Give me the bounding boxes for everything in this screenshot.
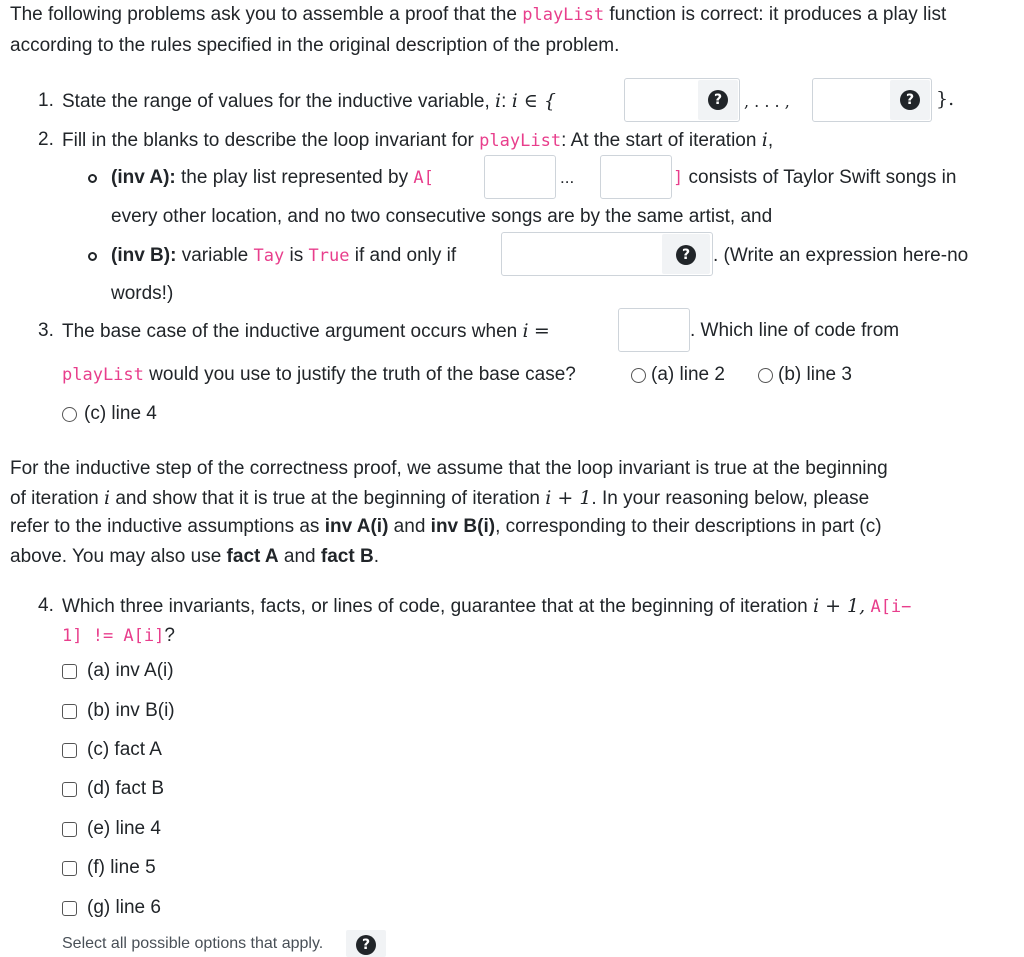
step-line-2 (10, 487, 869, 510)
q4-option-c-checkbox[interactable] (62, 743, 77, 758)
q3-option-c-radio[interactable] (62, 407, 77, 422)
q1-set-close: }. (936, 88, 955, 110)
q2-text (62, 129, 773, 152)
q1-text (62, 90, 556, 113)
q2-prompt-2: : At the start of iteration (561, 130, 762, 151)
step-l3-a: refer to the inductive assumptions as (10, 516, 325, 537)
q3-text (62, 320, 550, 343)
step-l4-d: . (373, 546, 379, 567)
step-l3-d: , corresponding to their descriptions in part (c) (495, 516, 882, 537)
step-l4-a: above. You may also use (10, 546, 227, 567)
q3-var: i (522, 320, 529, 342)
q1-prompt: State the range of values for the inductive variable, (62, 91, 496, 112)
inv-b-label: (inv B): (111, 245, 177, 266)
q4-option-e-checkbox[interactable] (62, 822, 77, 837)
step-l3-inv-a: inv A(i) (324, 516, 389, 537)
q2-comma: , (767, 130, 774, 151)
step-line-1: For the inductive step of the correctness proof, we assume that the loop invariant is true at the beginning (10, 458, 888, 479)
q4-qmark: ? (164, 625, 175, 646)
q3-option-a-label[interactable]: (a) line 2 (651, 364, 725, 385)
intro-text-1: The following problems ask you to assemble a proof that the (10, 4, 523, 25)
inv-a-end-input[interactable] (600, 155, 672, 199)
step-line-4 (10, 546, 379, 568)
step-l2-b: and show that it is true at the beginning of iteration (110, 488, 546, 509)
inv-b-code-tay: Tay (253, 246, 285, 266)
inv-b-text-3: if and only if (349, 245, 457, 266)
q4-option-g-checkbox[interactable] (62, 901, 77, 916)
q1-colon: : (501, 91, 507, 112)
q4-option-c-label[interactable]: (c) fact A (87, 739, 162, 760)
q3-option-b-radio[interactable] (758, 368, 773, 383)
inv-a-text-2: consists of Taylor Swift songs in (683, 167, 957, 188)
q4-option-a-checkbox[interactable] (62, 664, 77, 679)
inv-a-label: (inv A): (111, 167, 176, 188)
step-l2-a: of iteration (10, 488, 104, 509)
inv-b-text-2: is (284, 245, 309, 266)
q1-var: i (495, 90, 502, 112)
q3-option-c-label[interactable]: (c) line 4 (84, 403, 157, 424)
q4-option-a-label[interactable]: (a) inv A(i) (87, 660, 174, 681)
q4-text (62, 595, 911, 618)
q3-equals: = (533, 320, 550, 342)
q4-option-f-checkbox[interactable] (62, 861, 77, 876)
step-l2-math: i + 1 (545, 487, 592, 509)
inv-b-text: variable (176, 245, 254, 266)
inv-a-code-open: A[ (413, 168, 434, 188)
q4-hint: Select all possible options that apply. (62, 935, 324, 952)
q4-code-2: 1] != A[i] (62, 626, 165, 646)
inv-a-dots: ... (560, 168, 575, 187)
inv-a-bullet (88, 174, 97, 183)
step-l3-inv-b: inv B(i) (430, 516, 496, 537)
q2-number: 2. (38, 129, 54, 150)
step-l2-c: . In your reasoning below, please (591, 488, 870, 509)
q4-text-2 (62, 625, 175, 647)
inv-b-code-true: True (308, 246, 350, 266)
q4-code-1: A[i− (870, 597, 912, 617)
inv-b-bullet (88, 252, 97, 261)
q4-math: i + 1, (812, 595, 866, 617)
inv-a-line1 (111, 167, 434, 189)
intro-text-2: function is correct: it produces a play list according to the rules specified in the original description of the problem. (10, 4, 947, 56)
intro-code: playList (522, 5, 605, 25)
q4-number: 4. (38, 595, 54, 616)
q3-code: playList (62, 365, 144, 385)
q1-start-help-icon[interactable]: ? (708, 90, 728, 110)
q3-option-a-radio[interactable] (631, 368, 646, 383)
step-l3-c: and (388, 516, 431, 537)
q4-option-d-label[interactable]: (d) fact B (87, 778, 165, 799)
step-l4-c: and (278, 546, 321, 567)
step-l4-fact-a: fact A (226, 546, 279, 567)
q3-option-b-label[interactable]: (b) line 3 (778, 364, 852, 385)
q2-code: playList (479, 131, 562, 151)
inv-a-text: the play list represented by (175, 167, 414, 188)
q2-var: i (761, 129, 768, 151)
q3-prompt-3: would you use to justify the truth of the base case? (143, 364, 576, 385)
q4-option-b-checkbox[interactable] (62, 704, 77, 719)
q2-prompt: Fill in the blanks to describe the loop invariant for (62, 130, 480, 151)
q3-base-case-input[interactable] (618, 308, 690, 352)
q4-prompt: Which three invariants, facts, or lines of code, guarantee that at the beginning of iteration (62, 596, 813, 617)
inv-b-help-icon[interactable]: ? (676, 245, 696, 265)
q1-set-open: i ∈ { (511, 90, 556, 112)
inv-b-text-5: words!) (111, 283, 174, 304)
q4-hint-help-icon[interactable]: ? (356, 935, 376, 955)
q4-option-b-label[interactable]: (b) inv B(i) (87, 700, 175, 721)
inv-a-code-close: ] (673, 168, 684, 188)
step-l2-var: i (104, 487, 111, 509)
inv-a-line1-end (673, 167, 956, 189)
inv-b-line1 (111, 245, 456, 267)
q4-option-g-label[interactable]: (g) line 6 (87, 897, 161, 918)
q3-prompt: The base case of the inductive argument occurs when (62, 321, 523, 342)
step-line-3 (10, 516, 882, 538)
inv-b-text-4: . (Write an expression here-no (713, 245, 969, 266)
q4-option-e-label[interactable]: (e) line 4 (87, 818, 161, 839)
inv-a-line2: every other location, and no two consecutive songs are by the same artist, and (111, 206, 773, 227)
step-l4-fact-b: fact B (320, 546, 374, 567)
q1-number: 1. (38, 90, 54, 111)
q3-text-2: . Which line of code from (690, 320, 900, 341)
q4-option-f-label[interactable]: (f) line 5 (87, 857, 156, 878)
intro-paragraph (10, 0, 1000, 60)
inv-a-start-input[interactable] (484, 155, 556, 199)
q3-number: 3. (38, 320, 54, 341)
q3-line2 (62, 364, 576, 386)
q4-option-d-checkbox[interactable] (62, 782, 77, 797)
q1-dots: , . . . , (744, 92, 790, 111)
q1-end-help-icon[interactable]: ? (900, 90, 920, 110)
